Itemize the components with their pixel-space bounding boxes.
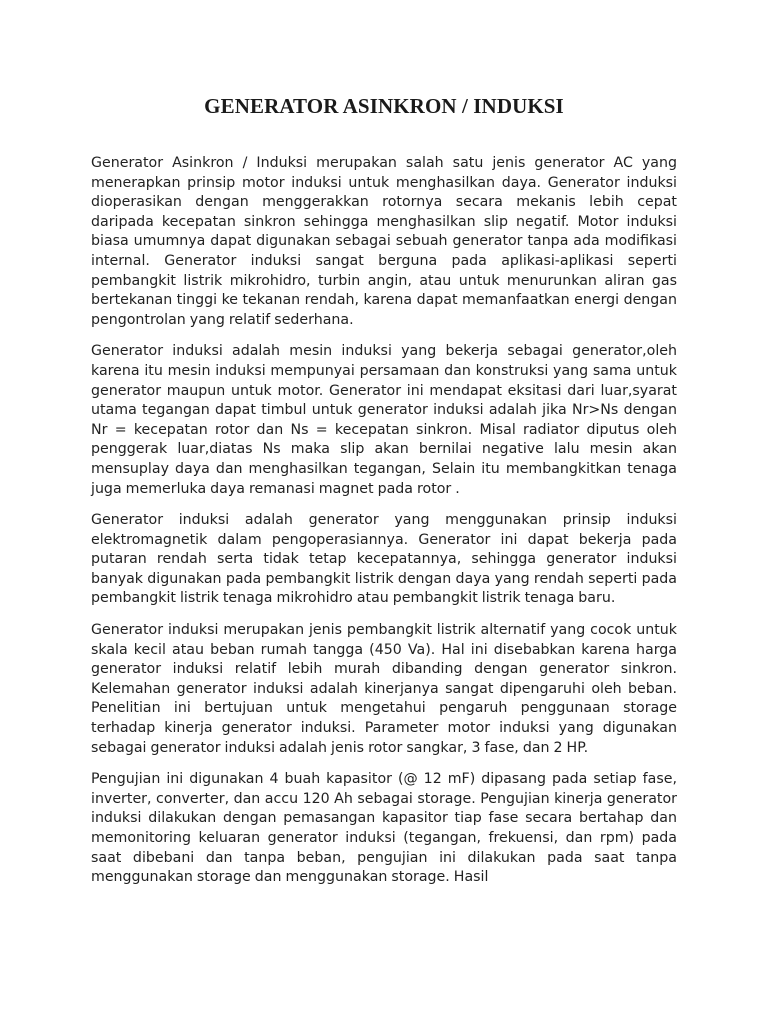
paragraph-3: Generator induksi adalah generator yang menggunakan prinsip induksi elektromagnetik dalam pengoperasiannya. Generator ini dapat bekerja pada putaran rendah serta tidak tetap kecepatannya, sehingga generator induksi banyak digunakan pada pembangkit listrik dengan daya yang rendah seperti pada pembangkit listrik tenaga mikrohidro atau pembangkit listrik tenaga baru. (91, 512, 677, 607)
paragraph-2: Generator induksi adalah mesin induksi yang bekerja sebagai generator,oleh karena itu mesin induksi mempunyai persamaan dan konstruksi yang sama untuk generator maupun untuk motor. Generator ini mendapat eksitasi dari luar,syarat utama tegangan dapat timbul untuk generator induksi adalah jika Nr>Ns dengan Nr = kecepatan rotor dan Ns = kecepatan sinkron. Misal radiator diputus oleh penggerak luar,diatas Ns maka slip akan bernilai negative lalu mesin akan mensuplay daya dan menghasilkan tegangan, Selain itu membangkitkan tenaga juga memerluka daya remanasi magnet pada rotor . (91, 343, 677, 497)
paragraph-5: Pengujian ini digunakan 4 buah kapasitor (@ 12 mF) dipasang pada setiap fase, inverter, converter, dan accu 120 Ah sebagai storage. Pengujian kinerja generator induksi dilakukan dengan pemasangan kapasitor tiap fase secara bertahap dan memonitoring keluaran generator induksi (tegangan, frekuensi, dan rpm) pada saat dibebani dan tanpa beban, pengujian ini dilakukan pada saat tanpa menggunakan storage dan menggunakan storage. Hasil (91, 771, 677, 886)
document-title: GENERATOR ASINKRON / INDUKSI (204, 94, 564, 118)
document-body (91, 154, 677, 900)
paragraph-1: Generator Asinkron / Induksi merupakan salah satu jenis generator AC yang menerapkan prinsip motor induksi untuk menghasilkan daya. Generator induksi dioperasikan dengan menggerakkan rotornya secara mekanis lebih cepat daripada kecepatan sinkron sehingga menghasilkan slip negatif. Motor induksi biasa umumnya dapat digunakan sebagai sebuah generator tanpa ada modifikasi internal. Generator induksi sangat berguna pada aplikasi-aplikasi seperti pembangkit listrik mikrohidro, turbin angin, atau untuk menurunkan aliran gas bertekanan tinggi ke tekanan rendah, karena dapat memanfaatkan energi dengan pengontrolan yang relatif sederhana. (91, 155, 677, 328)
paragraph-4: Generator induksi merupakan jenis pembangkit listrik alternatif yang cocok untuk skala kecil atau beban rumah tangga (450 Va). Hal ini disebabkan karena harga generator induksi relatif lebih murah dibanding dengan generator sinkron. Kelemahan generator induksi adalah kinerjanya sangat dipengaruhi oleh beban. Penelitian ini bertujuan untuk mengetahui pengaruh penggunaan storage terhadap kinerja generator induksi. Parameter motor induksi yang digunakan sebagai generator induksi adalah jenis rotor sangkar, 3 fase, dan 2 HP. (91, 622, 677, 756)
